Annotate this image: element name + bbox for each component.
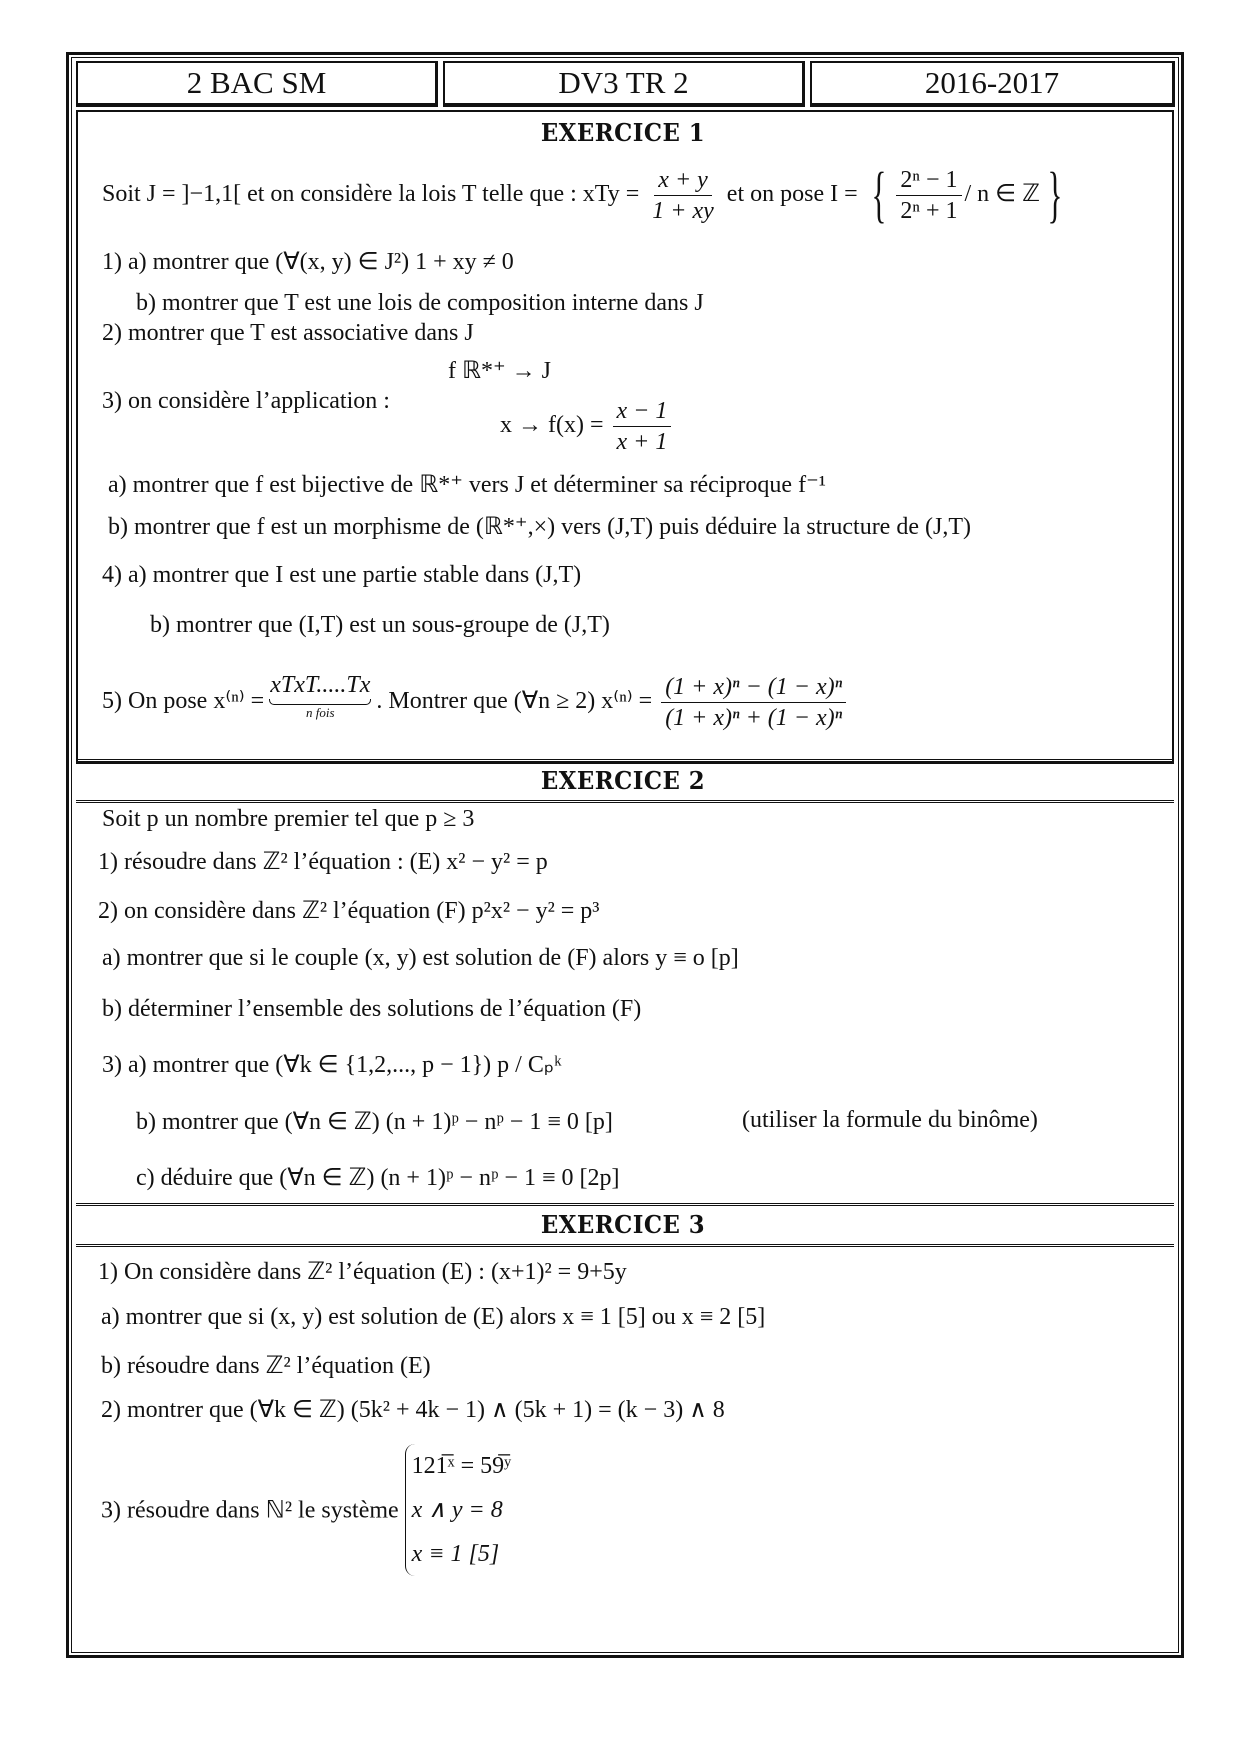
- ex1-q3: 3) on considère l’application :: [102, 388, 390, 414]
- header-year: 2016-2017: [810, 61, 1175, 107]
- ex3-q2: 2) montrer que (∀k ∈ ℤ) (5k² + 4k − 1) ∧ (5k + 1) = (k − 3) ∧ 8: [101, 1397, 725, 1423]
- exercise-3-title: EXERCICE 3: [540, 1210, 706, 1239]
- divider: [76, 800, 1174, 803]
- ex2-q2a: a) montrer que si le couple (x, y) est solution de (F) alors y ≡ o [p]: [102, 945, 739, 971]
- q5-text: 5) On pose x⁽ⁿ⁾ =: [102, 688, 265, 715]
- product-underbrace: [270, 672, 370, 721]
- q5-fraction: [661, 672, 846, 733]
- ex1-q4b: b) montrer que (I,T) est un sous-groupe de (J,T): [150, 612, 610, 638]
- numerator: x − 1: [613, 396, 672, 427]
- ex2-q3b: b) montrer que (∀n ∈ ℤ) (n + 1)ᵖ − nᵖ − 1 ≡ 0 [p]: [136, 1109, 613, 1135]
- numerator: x + y: [654, 165, 712, 196]
- ex1-q1a: 1) a) montrer que (∀(x, y) ∈ J²) 1 + xy ≠ 0: [102, 249, 514, 275]
- system-eq-2: x ∧ y = 8: [411, 1497, 503, 1523]
- denominator: x + 1: [616, 429, 668, 455]
- ex1-q5: [102, 672, 849, 733]
- set-fraction: [896, 165, 961, 226]
- q3-text: 3) résoudre dans ℕ² le système: [101, 1497, 399, 1524]
- ex1-q3-map-rule: [500, 396, 674, 457]
- ex1-q3b: b) montrer que f est un morphisme de (ℝ*⁺,×) vers (J,T) puis déduire la structure de (J,T): [108, 514, 971, 540]
- header-class: 2 BAC SM: [76, 61, 438, 107]
- ex2-q2: 2) on considère dans ℤ² l’équation (F) p²x² − y² = p³: [98, 898, 600, 924]
- ex3-q3: [101, 1444, 511, 1576]
- ex1-q2: 2) montrer que T est associative dans J: [102, 320, 474, 346]
- system-eq-3: x ≡ 1 [5]: [411, 1541, 500, 1567]
- ex3-q1: 1) On considère dans ℤ² l’équation (E) : (x+1)² = 9+5y: [98, 1259, 627, 1285]
- ex1-q3a: a) montrer que f est bijective de ℝ*⁺ vers J et déterminer sa réciproque f⁻¹: [108, 472, 826, 498]
- intro-text-2: et on pose I =: [726, 181, 858, 208]
- intro-text: Soit J = ]−1,1[ et on considère la lois T telle que : xTy =: [102, 181, 640, 208]
- ex3-q1b: b) résoudre dans ℤ² l’équation (E): [101, 1353, 431, 1379]
- equation-system: [405, 1444, 512, 1576]
- ex2-intro: Soit p un nombre premier tel que p ≥ 3: [102, 806, 475, 832]
- exercise-2-title: EXERCICE 2: [540, 766, 706, 795]
- ex2-q1: 1) résoudre dans ℤ² l’équation : (E) x² − y² = p: [98, 849, 548, 875]
- map-fraction: [613, 396, 672, 457]
- ex2-q3c: c) déduire que (∀n ∈ ℤ) (n + 1)ᵖ − nᵖ − 1 ≡ 0 [2p]: [136, 1165, 620, 1191]
- map-rule: x → f(x) =: [500, 412, 604, 439]
- denominator: (1 + x)ⁿ + (1 − x)ⁿ: [665, 705, 843, 731]
- ex1-q1b: b) montrer que T est une lois de composition interne dans J: [136, 290, 704, 316]
- q5-text-2: . Montrer que (∀n ≥ 2) x⁽ⁿ⁾ =: [376, 688, 653, 715]
- numerator: 2ⁿ − 1: [896, 165, 961, 196]
- ex1-q3-map-domain: f ℝ*⁺ → J: [448, 358, 552, 384]
- divider: [76, 1203, 1174, 1206]
- product: xTxT.....Tx: [270, 672, 371, 698]
- divider: [76, 1244, 1174, 1247]
- exercise-1-title: EXERCICE 1: [540, 118, 706, 147]
- numerator: (1 + x)ⁿ − (1 − x)ⁿ: [661, 672, 846, 703]
- law-fraction: [648, 165, 718, 226]
- ex1-intro: Soit J = ]−1,1[ et on considère la lois T telle que : xTy = $\frac{x + y}{1 + xy}$ et on pose I = { $\frac{\text{2ⁿ − 1}}{\text{2ⁿ + 1}}$ / n ∈ ℤ }: [102, 161, 1063, 229]
- divider: [76, 759, 1174, 762]
- ex3-q1a: a) montrer que si (x, y) est solution de (E) alors x ≡ 1 [5] ou x ≡ 2 [5]: [101, 1304, 766, 1330]
- ex2-q3b-hint: (utiliser la formule du binôme): [742, 1107, 1038, 1133]
- ex1-q4a: 4) a) montrer que I est une partie stable dans (J,T): [102, 562, 582, 588]
- denominator: 2ⁿ + 1: [900, 198, 958, 224]
- header-code: DV3 TR 2: [443, 61, 805, 107]
- n-fois-label: n fois: [306, 705, 335, 720]
- system-eq-1: 121̅ˣ = 59̅ʸ: [411, 1453, 512, 1479]
- ex2-q3a: 3) a) montrer que (∀k ∈ {1,2,..., p − 1}) p / Cₚᵏ: [102, 1052, 562, 1078]
- denominator: 1 + xy: [652, 198, 714, 224]
- ex2-q2b: b) déterminer l’ensemble des solutions de l’équation (F): [102, 996, 642, 1022]
- set-condition: / n ∈ ℤ: [964, 181, 1040, 208]
